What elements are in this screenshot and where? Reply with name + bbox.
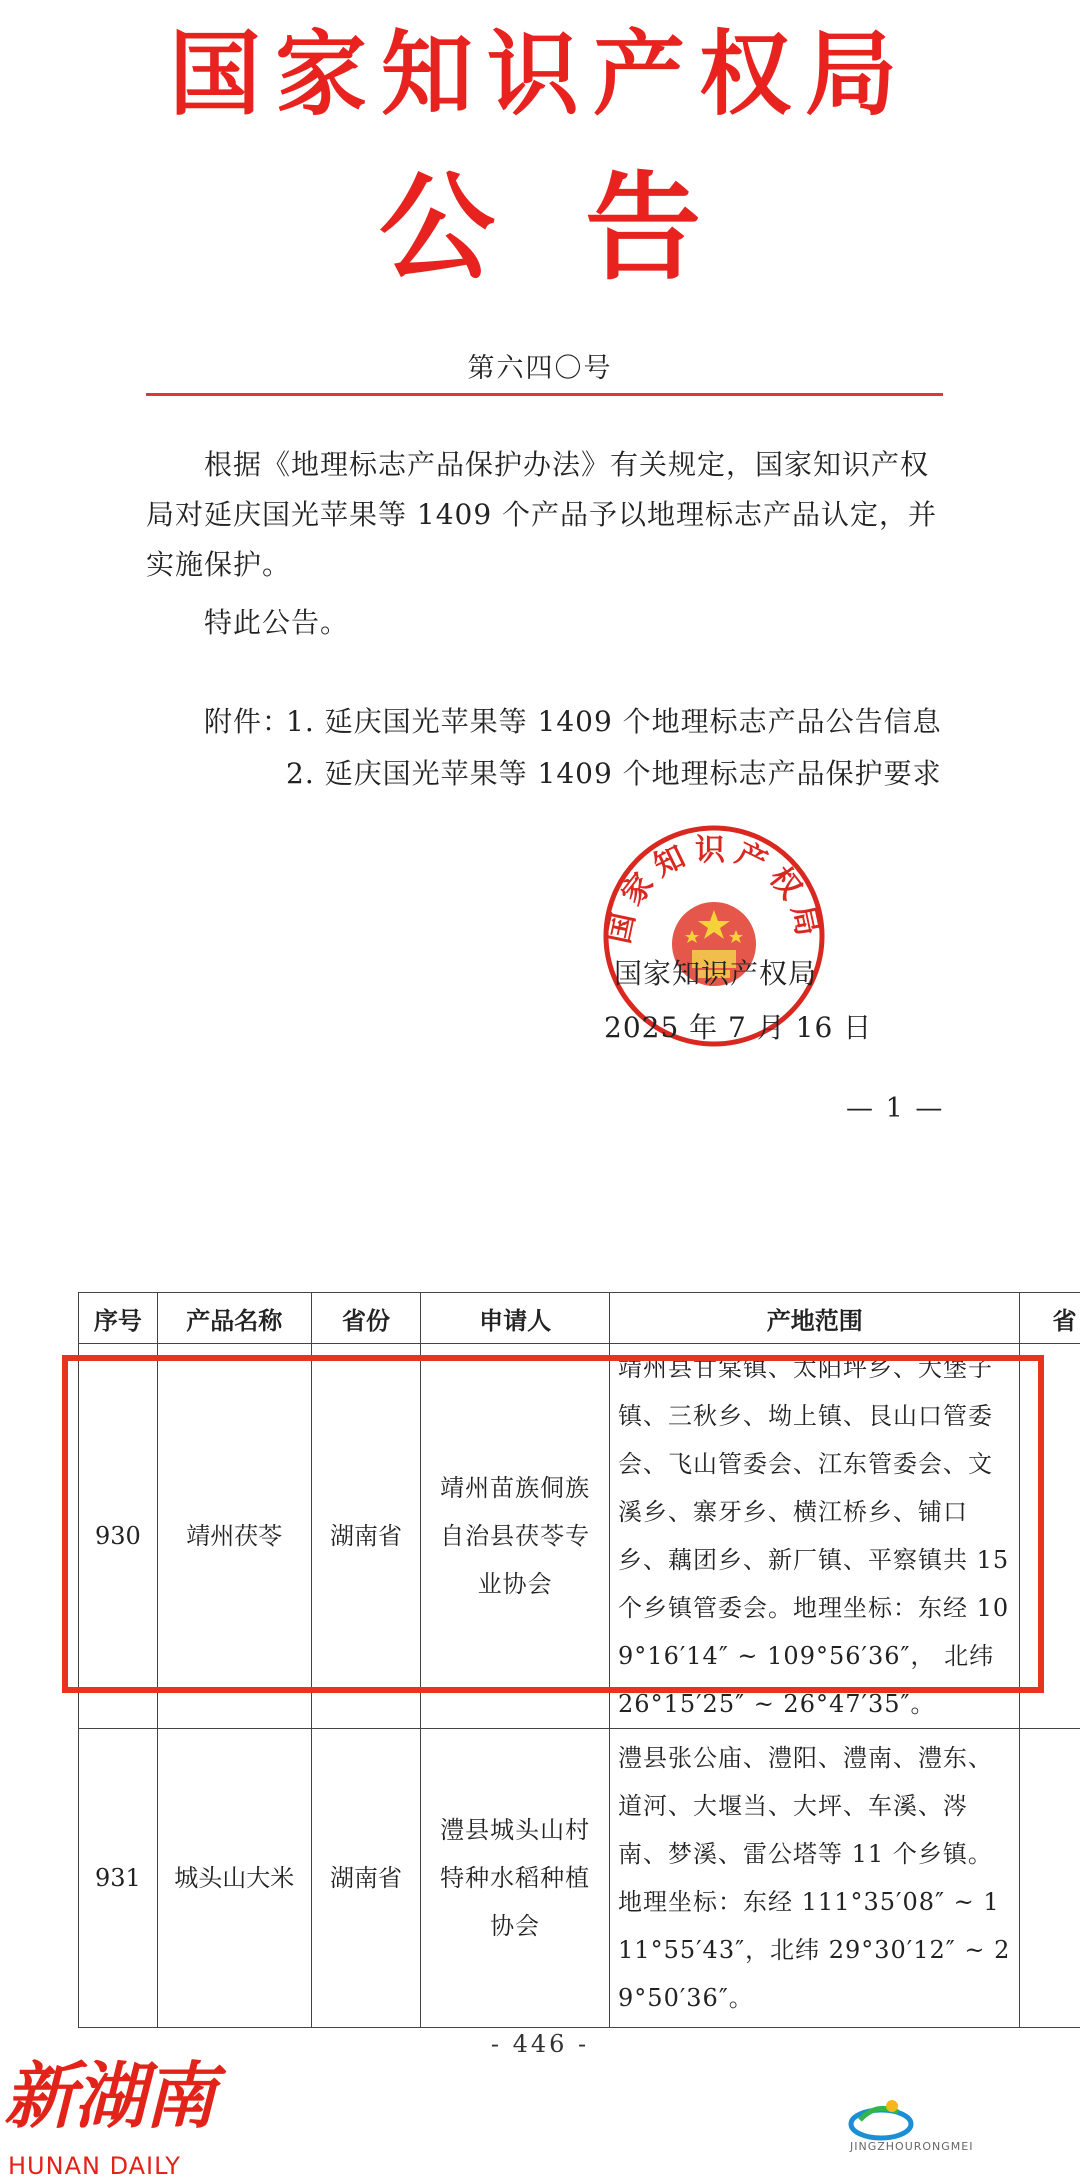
hunan-daily-logo: 新湖南 [4,2053,215,2138]
province: 湖南省 [311,1344,420,1729]
notice-paragraph: 根据《地理标志产品保护办法》有关规定，国家知识产权局对延庆国光苹果等 1409 个产品予以地理标志产品认定，并实施保护。 [146,448,938,581]
column-header: 省份 [311,1293,420,1344]
agency-title: 国家知识产权局 [168,20,911,128]
production-scope: 澧县张公庙、澧阳、澧南、澧东、道河、大堰当、大坪、车溪、涔南、梦溪、雷公塔等 11 个乡镇。地理坐标：东经 111°35′08″ ~ 111°55′43″，北纬 29°30′12″ ~ 29°50′36″。 [610,1729,1020,2028]
product-name: 城头山大米 [157,1729,311,2028]
row-index: 931 [79,1729,158,2028]
applicant: 靖州苗族侗族自治县茯苓专业协会 [421,1344,610,1729]
column-header: 产地范围 [610,1293,1020,1344]
column-header: 产品名称 [157,1293,311,1344]
attachment-item: 1. 延庆国光苹果等 1409 个地理标志产品公告信息 [286,705,942,738]
highlight-box [62,1355,1044,1693]
page-number: — 1 — [846,1093,945,1124]
truncated-cell [1020,1729,1080,2028]
table-header-row [79,1293,1080,1344]
province: 湖南省 [311,1729,420,2028]
table-row [79,1729,1080,2028]
product-name: 靖州茯苓 [157,1344,311,1729]
page-number: - 446 - [490,2030,590,2058]
brand-subtitle: HUNAN DAILY [8,2152,181,2180]
signature-date: 2025 年 7 月 16 日 [604,1011,873,1044]
column-header: 申请人 [421,1293,610,1344]
notice-title: 公告 [379,160,791,296]
attachment-label: 附件： [204,705,292,738]
signature-agency: 国家知识产权局 [614,957,818,990]
column-header: 序号 [79,1293,158,1344]
row-index: 930 [79,1344,158,1729]
column-header: 省 [1020,1293,1080,1344]
seal-text: 国家知识产权局 [601,833,827,947]
attachment-item: 2. 延庆国光苹果等 1409 个地理标志产品保护要求 [286,757,942,790]
partner-watermark: JINGZHOURONGMEI [850,2140,974,2153]
applicant: 澧县城头山村特种水稻种植协会 [421,1729,610,2028]
document-number: 第六四〇号 [467,353,613,384]
production-scope: 靖州县甘棠镇、太阳坪乡、大堡子镇、三秋乡、坳上镇、艮山口管委会、飞山管委会、江东管委会、文溪乡、寨牙乡、横江桥乡、铺口乡、藕团乡、新厂镇、平察镇共 15 个乡镇管委会。地理坐标：东经 109°16′14″ ~ 109°56′36″， 北纬 26°15′25″ ~ 26°47′35″。 [610,1344,1020,1729]
header-divider [146,393,943,396]
notice-closing: 特此公告。 [204,606,350,639]
